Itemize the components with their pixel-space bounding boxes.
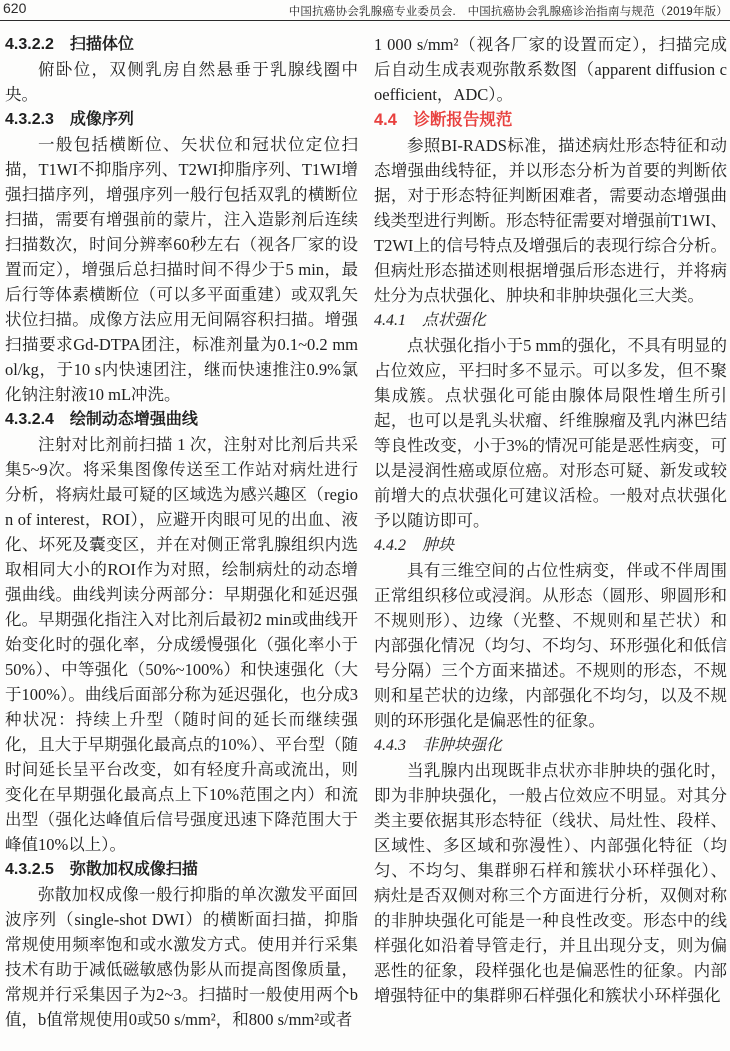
running-head: [0, 0, 730, 22]
section-heading-4-4-3: 4.4.3 非肿块强化: [374, 737, 503, 754]
paragraph-scan-position: 俯卧位，双侧乳房自然悬垂于乳腺线圈中央。: [5, 60, 358, 104]
section-heading-4-3-2-2: 4.3.2.2 扫描体位: [5, 36, 134, 53]
section-heading-4-3-2-5: 4.3.2.5 弥散加权成像扫描: [5, 861, 198, 878]
running-head-title: 中国抗癌协会乳腺癌专业委员会. 中国抗癌协会乳腺癌诊治指南与规范（2019年版）: [288, 6, 728, 18]
paragraph-dwi-scan-continued: 1 000 s/mm²（视各厂家的设置而定），扫描完成后自动生成表观弥散系数图（apparent diffusion coefficient，ADC）。: [374, 35, 727, 104]
two-column-content: [0, 22, 730, 1032]
section-heading-4-3-2-3: 4.3.2.3 成像序列: [5, 111, 134, 128]
header-rule: [0, 20, 730, 21]
paragraph-dynamic-curve: 注射对比剂前扫描 1 次，注射对比剂后共采集5~9次。将采集图像传送至工作站对病灶进行分析，将病灶最可疑的区域选为感兴趣区（region of interest，ROI），应避开肉眼可见的出血、液化、坏死及囊变区，并在对侧正常乳腺组织内选取相同大小的ROI作为对照，绘制病灶的动态增强曲线。曲线判读分两部分：早期强化和延迟强化。早期强化指注入对比剂后最初2 min或曲线开始变化时的强化率，分成缓慢强化（强化率小于50%）、中等强化（50%~100%）和快速强化（大于100%）。曲线后面部分称为延迟强化，也分成3种状况：持续上升型（随时间的延长而继续强化，且大于早期强化最高点的10%）、平台型（随时间延长呈平台改变，如有轻度升高或流出，则变化在早期强化最高点上下10%范围之内）和流出型（强化达峰值后信号强度迅速下降范围大于峰值10%以上）。: [5, 435, 358, 854]
paragraph-focus-enhancement: 点状强化指小于5 mm的强化，不具有明显的占位效应，平扫时多不显示。可以多发，但不聚集成簇。点状强化可能由腺体局限性增生所引起，也可以是乳头状瘤、纤维腺瘤及乳内淋巴结等良性改变，小于3%的情况可能是恶性病变，可以是浸润性癌或原位癌。对形态可疑、新发或较前增大的点状强化可建议活检。一般对点状强化予以随访即可。: [374, 336, 727, 530]
page-number: 620: [3, 0, 27, 16]
section-heading-4-4-1: 4.4.1 点状强化: [374, 312, 487, 329]
paragraph-dwi-scan: 弥散加权成像一般行抑脂的单次激发平面回波序列（single-shot DWI）的横断面扫描，抑脂常规使用频率饱和或水激发方式。使用并行采集技术有助于减低磁敏感伪影从而提高图像质量，常规并行采集因子为2~3。扫描时一般使用两个b值，b值常规使用0或50 s/mm²，和800 s/mm²或者: [5, 885, 358, 1029]
section-heading-4-4: 4.4 诊断报告规范: [374, 111, 513, 129]
paragraph-birads-report: 参照BI-RADS标准，描述病灶形态特征和动态增强曲线特征，并以形态分析为首要的判断依据，对于形态特征判断困难者，需要动态增强曲线类型进行判断。形态特征需要对增强前T1WI、T2WI上的信号特点及增强后的表现行综合分析。但病灶形态描述则根据增强后形态进行，并将病灶分为点状强化、肿块和非肿块强化三大类。: [374, 136, 727, 305]
section-heading-4-3-2-4: 4.3.2.4 绘制动态增强曲线: [5, 411, 198, 428]
paragraph-non-mass-enhancement: 当乳腺内出现既非点状亦非肿块的强化时，即为非肿块强化，一般占位效应不明显。对其分类主要依据其形态特征（线状、局灶性、段样、区域性、多区域和弥漫性）、内部强化特征（均匀、不均匀、集群卵石样和簇状小环样强化）、病灶是否双侧对称三个方面进行分析，双侧对称的非肿块强化可能是一种良性改变。形态中的线样强化如沿着导管走行，并且出现分支，则为偏恶性的征象，段样强化也是偏恶性的征象。内部增强特征中的集群卵石样强化和簇状小环样强化: [374, 761, 727, 1005]
left-column: [5, 32, 358, 1032]
right-column: [374, 32, 727, 1032]
paragraph-imaging-sequence: 一般包括横断位、矢状位和冠状位定位扫描，T1WI不抑脂序列、T2WI抑脂序列、T1WI增强扫描序列，增强序列一般行包括双乳的横断位扫描，需要有增强前的蒙片，注入造影剂后连续扫描数次，时间分辨率60秒左右（视各厂家的设置而定），增强后总扫描时间不得少于5 min，最后行等体素横断位（可以多平面重建）或双乳矢状位扫描。成像方法应用无间隔容积扫描。增强扫描要求Gd-DTPA团注，标准剂量为0.1~0.2 mmol/kg，于10 s内快速团注，继而快速推注0.9%氯化钠注射液10 mL冲洗。: [5, 135, 358, 404]
paragraph-mass: 具有三维空间的占位性病变，伴或不伴周围正常组织移位或浸润。从形态（圆形、卵圆形和不规则形）、边缘（光整、不规则和星芒状）和内部强化情况（均匀、不均匀、环形强化和低信号分隔）三个方面来描述。不规则的形态，不规则和星芒状的边缘，内部强化不均匀，以及不规则的环形强化是偏恶性的征象。: [374, 561, 727, 730]
section-heading-4-4-2: 4.4.2 肿块: [374, 537, 455, 554]
